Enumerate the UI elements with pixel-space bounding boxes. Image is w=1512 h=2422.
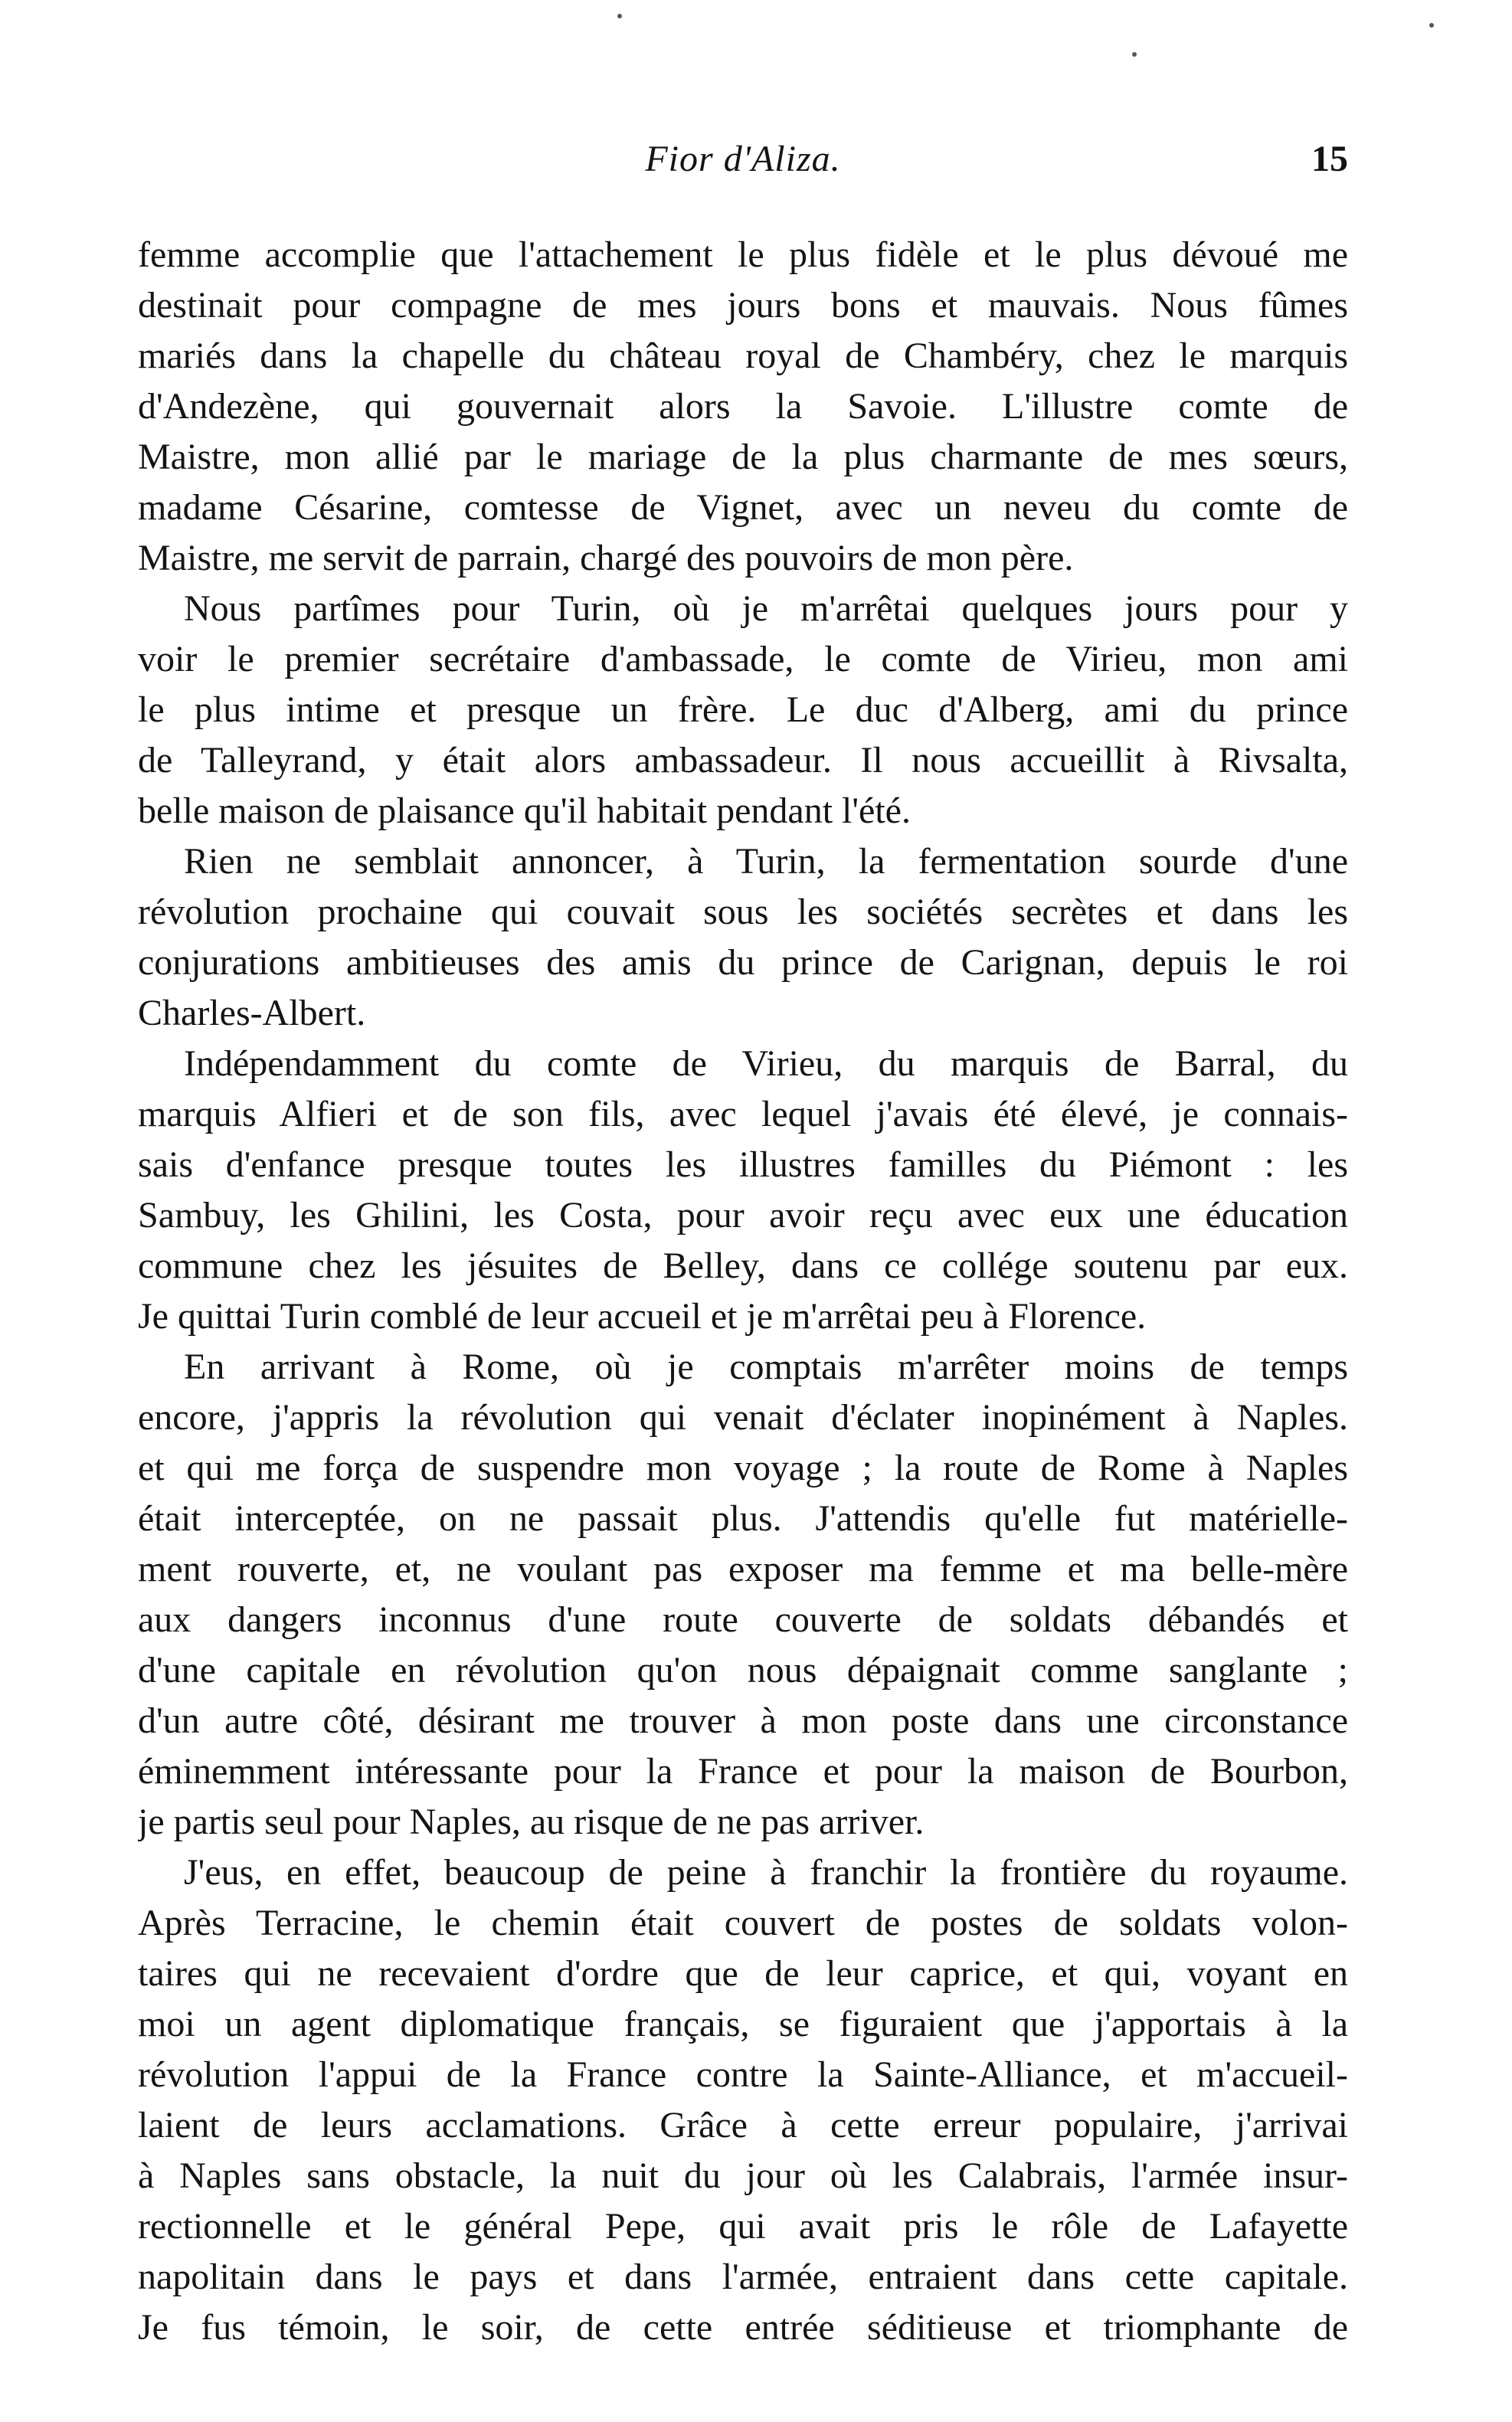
running-title: Fior d'Aliza. <box>645 139 841 179</box>
text-line: et qui me força de suspendre mon voyage ; la route de Rome à Naples <box>138 1448 1348 1488</box>
text-line: Je fus témoin, le soir, de cette entrée séditieuse et triomphante de <box>138 2307 1348 2348</box>
text-line: Charles-Albert. <box>138 993 366 1033</box>
text-line: mariés dans la chapelle du château royal de Chambéry, chez le marquis <box>138 335 1348 376</box>
text-line: je partis seul pour Naples, au risque de ne pas arriver. <box>138 1802 925 1842</box>
print-speck <box>1132 52 1137 57</box>
text-line: J'eus, en effet, beaucoup de peine à franchir la frontière du royaume. <box>184 1852 1348 1893</box>
text-line: d'une capitale en révolution qu'on nous dépaignait comme sanglante ; <box>138 1650 1348 1690</box>
text-line: aux dangers inconnus d'une route couverte de soldats débandés et <box>138 1599 1348 1640</box>
print-speck <box>617 14 622 18</box>
text-line: femme accomplie que l'attachement le plus fidèle et le plus dévoué me <box>138 234 1348 275</box>
print-speck <box>1429 23 1434 28</box>
text-line: Maistre, mon allié par le mariage de la plus charmante de mes sœurs, <box>138 437 1348 477</box>
text-line: à Naples sans obstacle, la nuit du jour où les Calabrais, l'armée insur- <box>138 2155 1348 2196</box>
text-line: Je quittai Turin comblé de leur accueil et je m'arrêtai peu à Florence. <box>138 1296 1147 1337</box>
page-number: 15 <box>1311 139 1348 179</box>
body-text <box>138 230 1348 2353</box>
text-line: d'Andezène, qui gouvernait alors la Savoie. L'illustre comte de <box>138 386 1348 427</box>
text-line: belle maison de plaisance qu'il habitait pendant l'été. <box>138 790 911 831</box>
text-line: encore, j'appris la révolution qui venait d'éclater inopinément à Naples. <box>138 1397 1348 1438</box>
text-line: conjurations ambitieuses des amis du prince de Carignan, depuis le roi <box>138 942 1348 983</box>
text-line: Maistre, me servit de parrain, chargé des pouvoirs de mon père. <box>138 538 1074 578</box>
text-line: destinait pour compagne de mes jours bons et mauvais. Nous fûmes <box>138 285 1348 326</box>
text-line: le plus intime et presque un frère. Le duc d'Alberg, ami du prince <box>138 689 1348 730</box>
text-line: En arrivant à Rome, où je comptais m'arrêter moins de temps <box>184 1347 1348 1387</box>
text-line: marquis Alfieri et de son fils, avec lequel j'avais été élevé, je connais- <box>138 1094 1348 1134</box>
text-line: Sambuy, les Ghilini, les Costa, pour avoir reçu avec eux une éducation <box>138 1195 1348 1236</box>
text-line: était interceptée, on ne passait plus. J'attendis qu'elle fut matérielle- <box>138 1498 1348 1539</box>
text-line: taires qui ne recevaient d'ordre que de leur caprice, et qui, voyant en <box>138 1953 1348 1994</box>
running-head <box>138 136 1348 190</box>
text-line: Après Terracine, le chemin était couvert de postes de soldats volon- <box>138 1903 1348 1943</box>
text-line: Nous partîmes pour Turin, où je m'arrêtai quelques jours pour y <box>184 588 1348 629</box>
text-line: rectionnelle et le général Pepe, qui avait pris le rôle de Lafayette <box>138 2206 1348 2247</box>
text-line: commune chez les jésuites de Belley, dans ce collége soutenu par eux. <box>138 1245 1348 1286</box>
text-line: révolution prochaine qui couvait sous les sociétés secrètes et dans les <box>138 892 1348 932</box>
text-line: Indépendamment du comte de Virieu, du marquis de Barral, du <box>184 1043 1348 1084</box>
text-line: Rien ne semblait annoncer, à Turin, la fermentation sourde d'une <box>184 841 1348 882</box>
text-line: madame Césarine, comtesse de Vignet, avec un neveu du comte de <box>138 487 1348 528</box>
text-line: laient de leurs acclamations. Grâce à cette erreur populaire, j'arrivai <box>138 2105 1348 2145</box>
text-line: d'un autre côté, désirant me trouver à mon poste dans une circonstance <box>138 1700 1348 1741</box>
text-line: éminemment intéressante pour la France et pour la maison de Bourbon, <box>138 1751 1348 1792</box>
text-line: voir le premier secrétaire d'ambassade, le comte de Virieu, mon ami <box>138 639 1348 679</box>
text-line: sais d'enfance presque toutes les illustres familles du Piémont : les <box>138 1144 1348 1185</box>
text-line: ment rouverte, et, ne voulant pas exposer ma femme et ma belle-mère <box>138 1549 1348 1589</box>
text-line: napolitain dans le pays et dans l'armée, entraient dans cette capitale. <box>138 2257 1348 2297</box>
text-line: révolution l'appui de la France contre la Sainte-Alliance, et m'accueil- <box>138 2054 1348 2095</box>
text-line: de Talleyrand, y était alors ambassadeur. Il nous accueillit à Rivsalta, <box>138 740 1348 781</box>
text-line: moi un agent diplomatique français, se figuraient que j'apportais à la <box>138 2004 1348 2044</box>
